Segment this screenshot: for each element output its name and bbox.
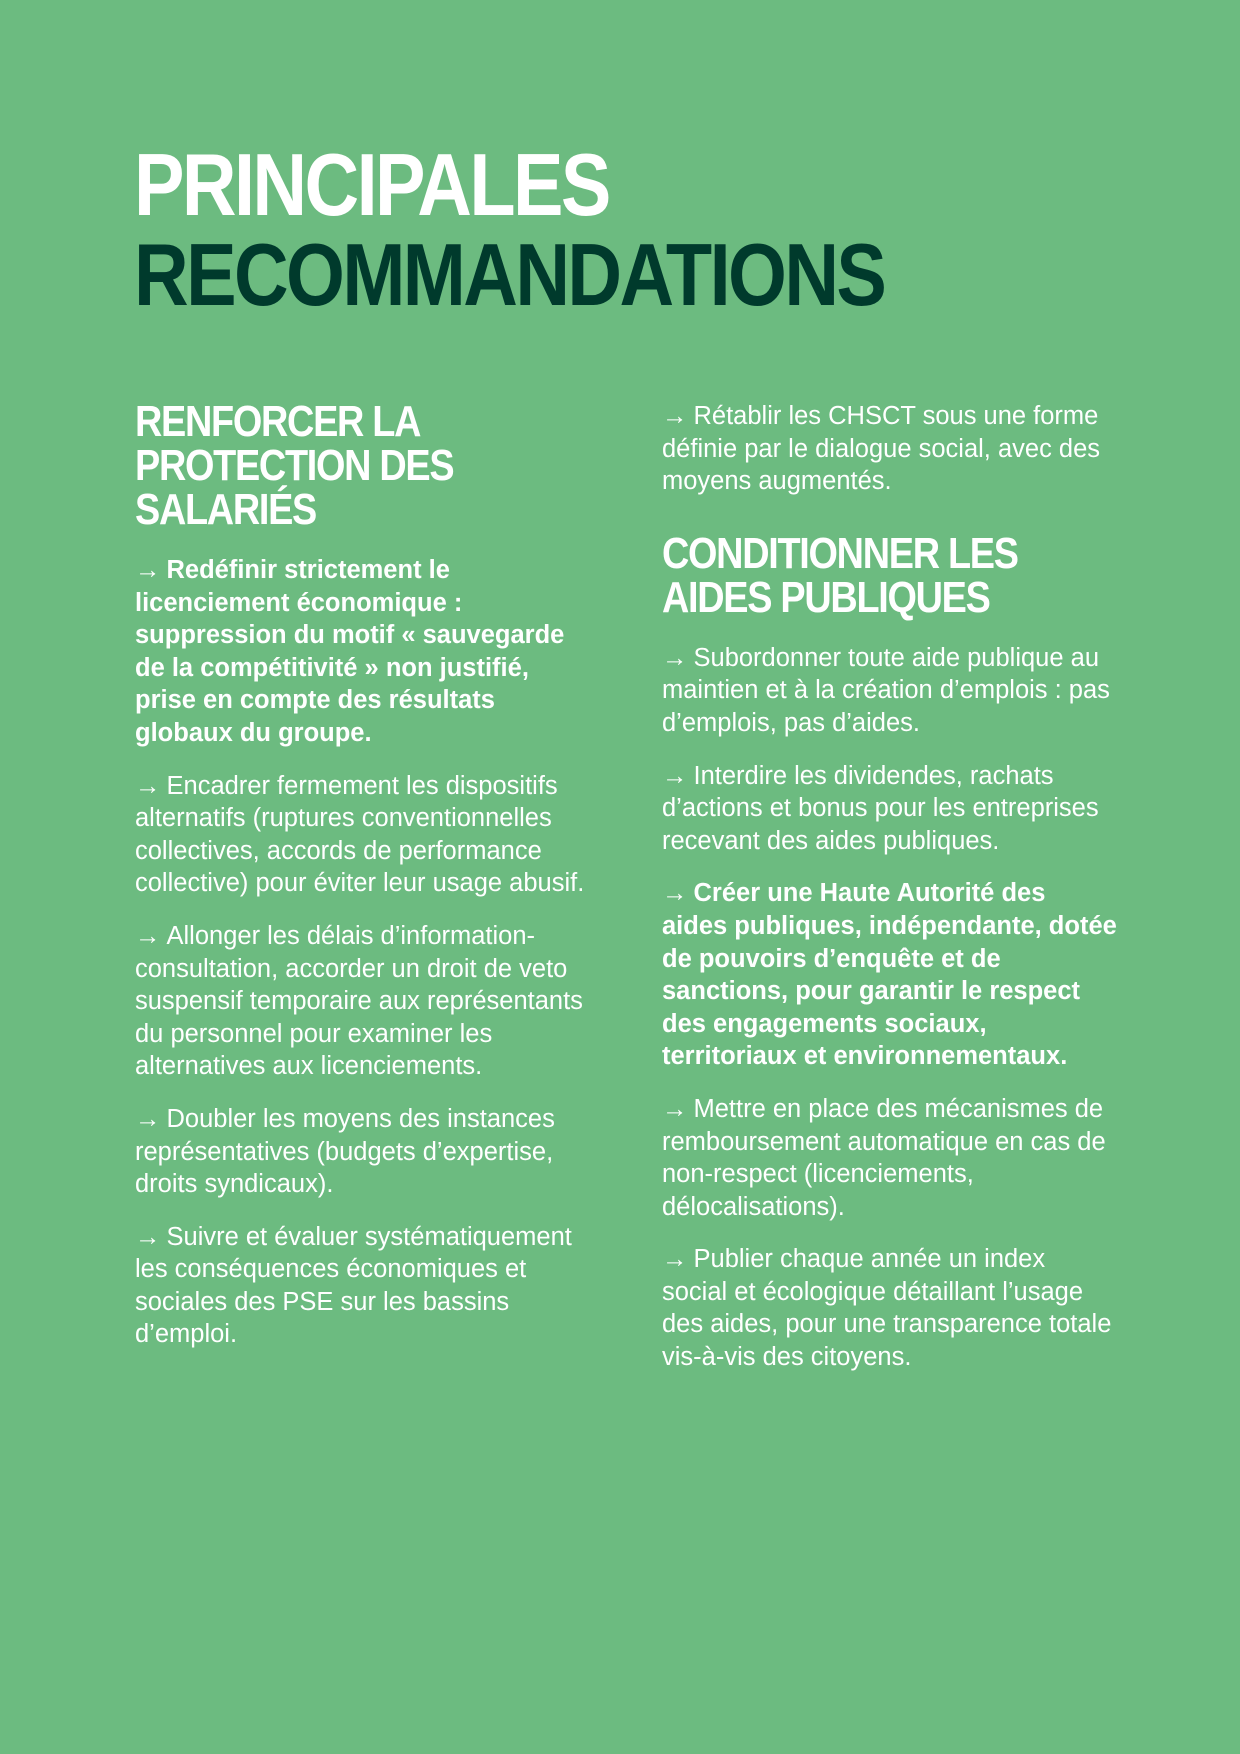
- right-column: [662, 400, 1117, 1394]
- arrow-right-icon: →: [662, 879, 688, 908]
- recommendation-text: Rétablir les CHSCT sous une forme définie par le dialogue social, avec des moyens augmentés.: [662, 402, 1101, 496]
- title-line-2: RECOMMANDATIONS: [134, 225, 885, 324]
- recommendation-item: [135, 554, 590, 750]
- recommendation-text: Subordonner toute aide publique au maintien et à la création d’emplois : pas d’emplois, pas d’aides.: [662, 643, 1110, 737]
- recommendation-item: [135, 770, 590, 900]
- recommendation-text: Créer une Haute Autorité des aides publiques, indépendante, dotée de pouvoirs d’enquête et de sanctions, pour garantir le respect des engagements sociaux, territoriaux et environnementaux.: [662, 879, 1117, 1071]
- recommendation-item: [135, 920, 590, 1083]
- arrow-right-icon: →: [135, 921, 161, 950]
- recommendation-text: Allonger les délais d’information-consultation, accorder un droit de veto suspensif temporaire aux représentants du personnel pour examiner les alternatives aux licenciements.: [135, 921, 583, 1081]
- arrow-right-icon: →: [135, 771, 161, 800]
- arrow-right-icon: →: [135, 1104, 161, 1133]
- left-column: [135, 397, 590, 1371]
- recommendation-text: Mettre en place des mécanismes de remboursement automatique en cas de non-respect (licenciements, délocalisations).: [662, 1094, 1106, 1221]
- arrow-right-icon: →: [135, 1222, 161, 1251]
- arrow-right-icon: →: [662, 643, 688, 672]
- arrow-right-icon: →: [662, 1094, 688, 1123]
- recommendation-text: Doubler les moyens des instances représentatives (budgets d’expertise, droits syndicaux).: [135, 1104, 555, 1199]
- recommendation-item: [662, 1243, 1117, 1373]
- recommendation-text: Encadrer fermement les dispositifs alternatifs (ruptures conventionnelles collectives, accords de performance collective) pour éviter leur usage abusif.: [135, 771, 585, 898]
- page-title: [134, 135, 885, 324]
- recommendation-item: [135, 1103, 590, 1201]
- recommendation-item: [662, 400, 1117, 498]
- title-line-1: PRINCIPALES: [134, 135, 609, 234]
- arrow-right-icon: →: [662, 402, 688, 430]
- section-heading-aides: CONDITIONNER LES AIDES PUBLIQUES: [662, 528, 1018, 622]
- arrow-right-icon: →: [662, 1245, 688, 1274]
- arrow-right-icon: →: [662, 761, 688, 790]
- recommendation-text: Interdire les dividendes, rachats d’actions et bonus pour les entreprises recevant des aides publiques.: [662, 761, 1099, 855]
- recommendation-item: [662, 877, 1117, 1073]
- section-heading-protection: RENFORCER LA PROTECTION DES SALARIÉS: [135, 397, 454, 534]
- recommendation-text: Suivre et évaluer systématiquement les conséquences économiques et sociales des PSE sur les bassins d’emploi.: [135, 1222, 572, 1349]
- recommendation-item: [662, 1093, 1117, 1223]
- recommendation-item: [662, 642, 1117, 740]
- recommendation-text: Redéfinir strictement le licenciement économique : suppression du motif « sauvegarde de la compétitivité » non justifié, prise en compte des résultats globaux du groupe.: [135, 556, 565, 747]
- arrow-right-icon: →: [135, 556, 161, 584]
- recommendation-item: [135, 1221, 590, 1351]
- recommendation-text: Publier chaque année un index social et écologique détaillant l’usage des aides, pour une transparence totale vis-à-vis des citoyens.: [662, 1245, 1112, 1372]
- recommendation-item: [662, 760, 1117, 858]
